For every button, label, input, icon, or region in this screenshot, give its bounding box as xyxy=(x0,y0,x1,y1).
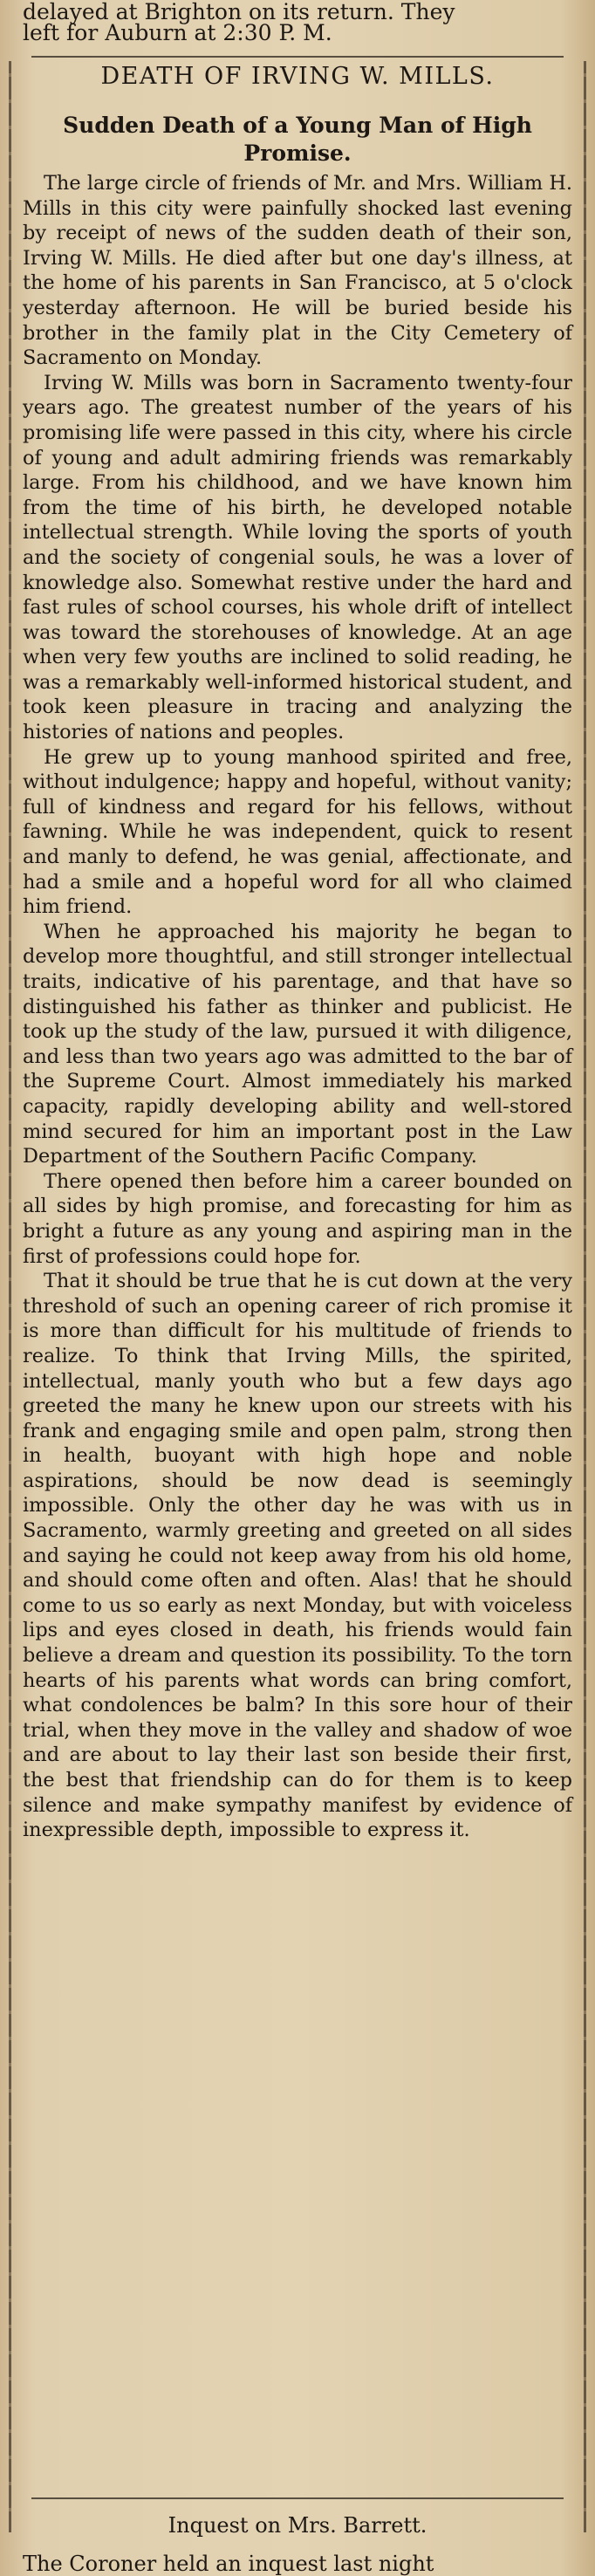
column-rule-right xyxy=(584,61,586,2532)
bottom-divider xyxy=(31,2497,564,2499)
paragraph: There opened then before him a career bounded on all sides by high promise, and forecasting for him as bright a future as any young and aspiring man in the first of professions could hope for. xyxy=(23,1169,572,1268)
paragraph: When he approached his majority he began to develop more thoughtful, and still stronger intellectual traits, indicative of his parentage, and that have so distinguished his father as thinker and publicist. He took up the study of the law, pursued it with diligence, and less than two years ago was admitted to the bar of the Supreme Court. Almost immediately his marked capacity, rapidly developing ability and well-stored mind secured for him an important post in the Law Department of the Southern Pacific Company. xyxy=(23,920,572,1168)
article-body xyxy=(23,171,572,1843)
paragraph: Irving W. Mills was born in Sacramento twenty-four years ago. The greatest number of the years of his promising life were passed in this city, where his circle of young and adult admiring friends was remarkably large. From his childhood, and we have known him from the time of his birth, he developed notable intellectual strength. While loving the sports of youth and the society of congenial souls, he was a lover of knowledge also. Somewhat restive under the hard and fast rules of school courses, his whole drift of intellect was toward the storehouses of knowledge. At an age when very few youths are inclined to solid reading, he was a remarkably well-informed historical student, and took keen pleasure in tracing and analyzing the histories of nations and peoples. xyxy=(23,371,572,744)
previous-article-line-1: delayed at Brighton on its return. They xyxy=(23,0,455,24)
paragraph: The large circle of friends of Mr. and Mrs. William H. Mills in this city were painfully shocked last evening by receipt of news of the sudden death of their son, Irving W. Mills. He died after but one day's illness, at the home of his parents in San Francisco, at 5 o'clock yesterday afternoon. He will be buried beside his brother in the family plat in the City Cemetery of Sacramento on Monday. xyxy=(23,172,572,370)
previous-article-line-2: left for Auburn at 2:30 P. M. xyxy=(23,20,332,45)
top-divider xyxy=(31,56,564,58)
headline: DEATH OF IRVING W. MILLS. xyxy=(100,63,495,90)
paragraph: That it should be true that he is cut down at the very threshold of such an opening career of rich promise it is more than difficult for his multitude of friends to realize. To think that Irving Mills, the spirited, intellectual, manly youth who but a few days ago greeted the many he knew upon our streets with his frank and engaging smile and open palm, strong then in health, buoyant with high hope and noble aspirations, should be now dead is seemingly impossible. Only the other day he was with us in Sacramento, warmly greeting and greeted on all sides and saying he could not keep away from his old home, and should come often and often. Alas! that he should come to us so early as next Monday, but with voiceless lips and eyes closed in death, his friends would fain believe a dream and question its possibility. To the torn hearts of his parents what words can bring comfort, what condolences be balm? In this sore hour of their trial, when they move in the valley and shadow of woe and are about to lay their last son beside their first, the best that friendship can do for them is to keep silence and make sympathy manifest by evidence of inexpressible depth, impossible to express it. xyxy=(23,1270,572,1842)
column-rule-left xyxy=(9,61,11,2532)
next-article-first-line: The Coroner held an inquest last night xyxy=(23,2552,434,2576)
paragraph: He grew up to young manhood spirited and free, without indulgence; happy and hopeful, without vanity; full of kindness and regard for his fellows, without fawning. While he was independent, quick to resent and manly to defend, he was genial, affectionate, and had a smile and a hopeful word for all who claimed him friend. xyxy=(23,745,572,919)
subheadline: Sudden Death of a Young Man of High Promise. xyxy=(63,113,532,166)
next-article-headline: Inquest on Mrs. Barrett. xyxy=(168,2513,427,2538)
